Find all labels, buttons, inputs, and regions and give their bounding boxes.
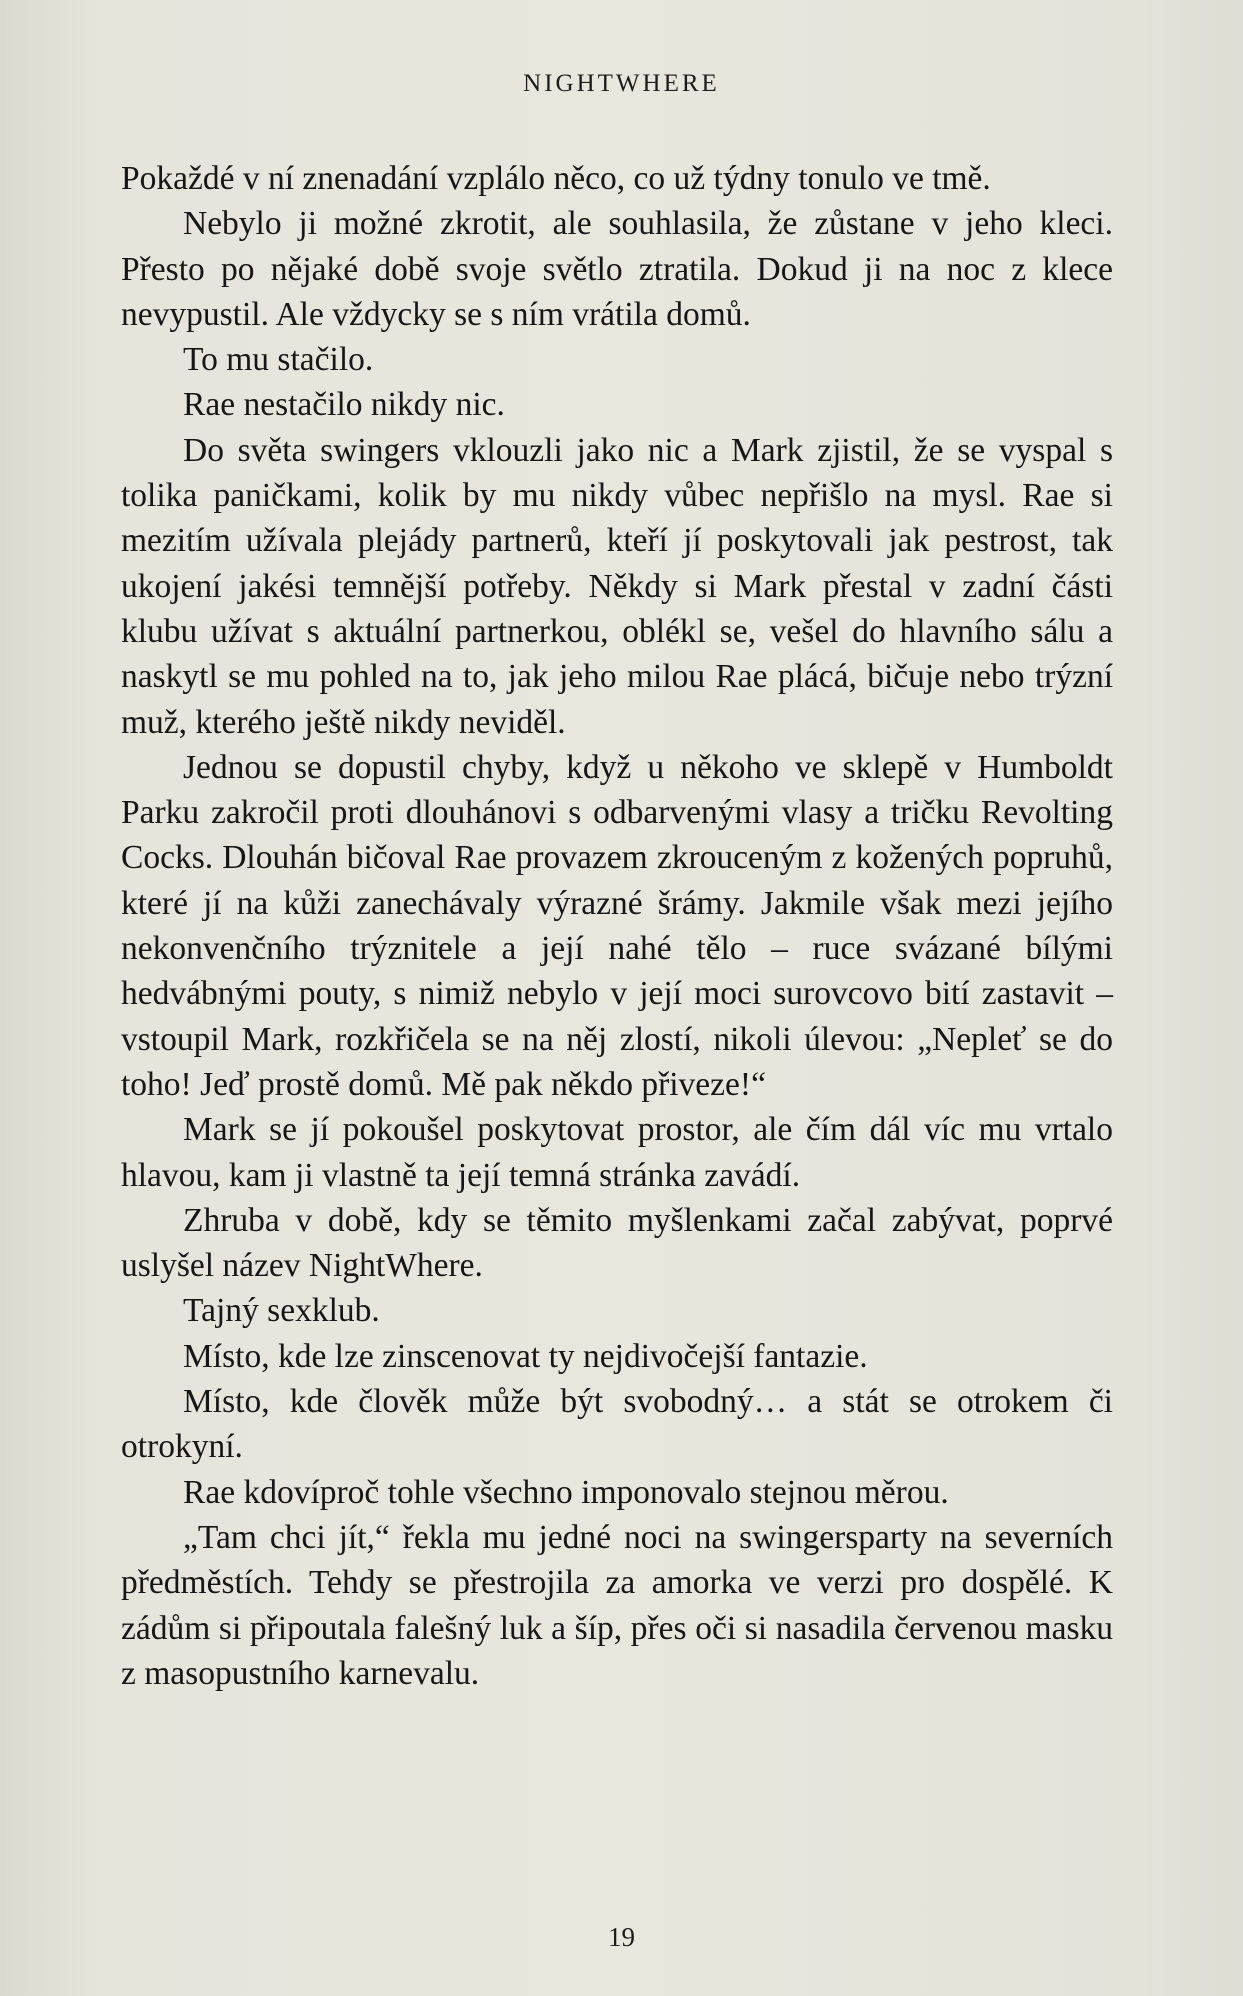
paragraph: To mu stačilo.: [183, 341, 374, 379]
running-head: NIGHTWHERE: [523, 70, 720, 97]
paragraph: Rae kdovíproč tohle všechno imponovalo stejnou měrou.: [183, 1473, 949, 1511]
paragraph: Do světa swingers vklouzli jako nic a Mark zjistil, že se vyspal s tolika paničkami, kolik by mu nikdy vůbec nepřišlo na mysl. Rae si mezitím užívala plejády partnerů, kteří jí poskytovali jak pestrost, tak ukojení jakési temnější potřeby. Někdy si Mark přestal v zadní části klubu užívat s aktuální partnerkou, oblékl se, vešel do hlavního sálu a naskytl se mu pohled na to, jak jeho milou Rae plácá, bičuje nebo trýzní muž, kterého ještě nikdy neviděl.: [121, 431, 1113, 741]
paragraph: Rae nestačilo nikdy nic.: [183, 386, 505, 424]
paragraph: Pokaždé v ní znenadání vzplálo něco, co už týdny tonulo ve tmě.: [121, 160, 991, 197]
page-number: 19: [608, 1922, 635, 1952]
paragraph: Místo, kde člověk může být svobodný… a stát se otrokem či otrokyní.: [121, 1383, 1113, 1466]
paragraph: „Tam chci jít,“ řekla mu jedné noci na swingersparty na severních předměstích. Tehdy se přestrojila za amorka ve verzi pro dospělé. K zádům si připoutala falešný luk a šíp, přes oči si nasadila červenou masku z masopustního karnevalu.: [121, 1518, 1113, 1692]
paragraph: Mark se jí pokoušel poskytovat prostor, ale čím dál víc mu vrtalo hlavou, kam ji vlastně ta její temná stránka zavádí.: [121, 1111, 1113, 1194]
paragraph: Tajný sexklub.: [183, 1292, 380, 1330]
paragraph: Místo, kde lze zinscenovat ty nejdivočejší fantazie.: [183, 1337, 868, 1375]
paragraph: Nebylo ji možné zkrotit, ale souhlasila, že zůstane v jeho kleci. Přesto po nějaké době svoje světlo ztratila. Dokud ji na noc z klece nevypustil. Ale vždycky se s ním vrátila domů.: [121, 205, 1113, 333]
paragraph: Zhruba v době, kdy se těmito myšlenkami začal zabývat, poprvé uslyšel název NightWhere.: [121, 1201, 1113, 1285]
body-text: [121, 156, 1113, 1696]
paragraph: Jednou se dopustil chyby, když u někoho ve sklepě v Humboldt Parku zakročil proti dlouhánovi s odbarvenými vlasy a tričku Revolting Cocks. Dlouhán bičoval Rae provazem zkrouceným z kožených popruhů, které jí na kůži zanechávaly výrazné šrámy. Jakmile však mezi jejího nekonvenčního trýznitele a její nahé tělo – ruce svázané bílými hedvábnými pouty, s nimiž nebylo v její moci surovcovo bití zastavit – vstoupil Mark, rozkřičela se na něj zlostí, nikoli úlevou: „Nepleť se do toho! Jeď prostě domů. Mě pak někdo přiveze!“: [121, 748, 1113, 1103]
